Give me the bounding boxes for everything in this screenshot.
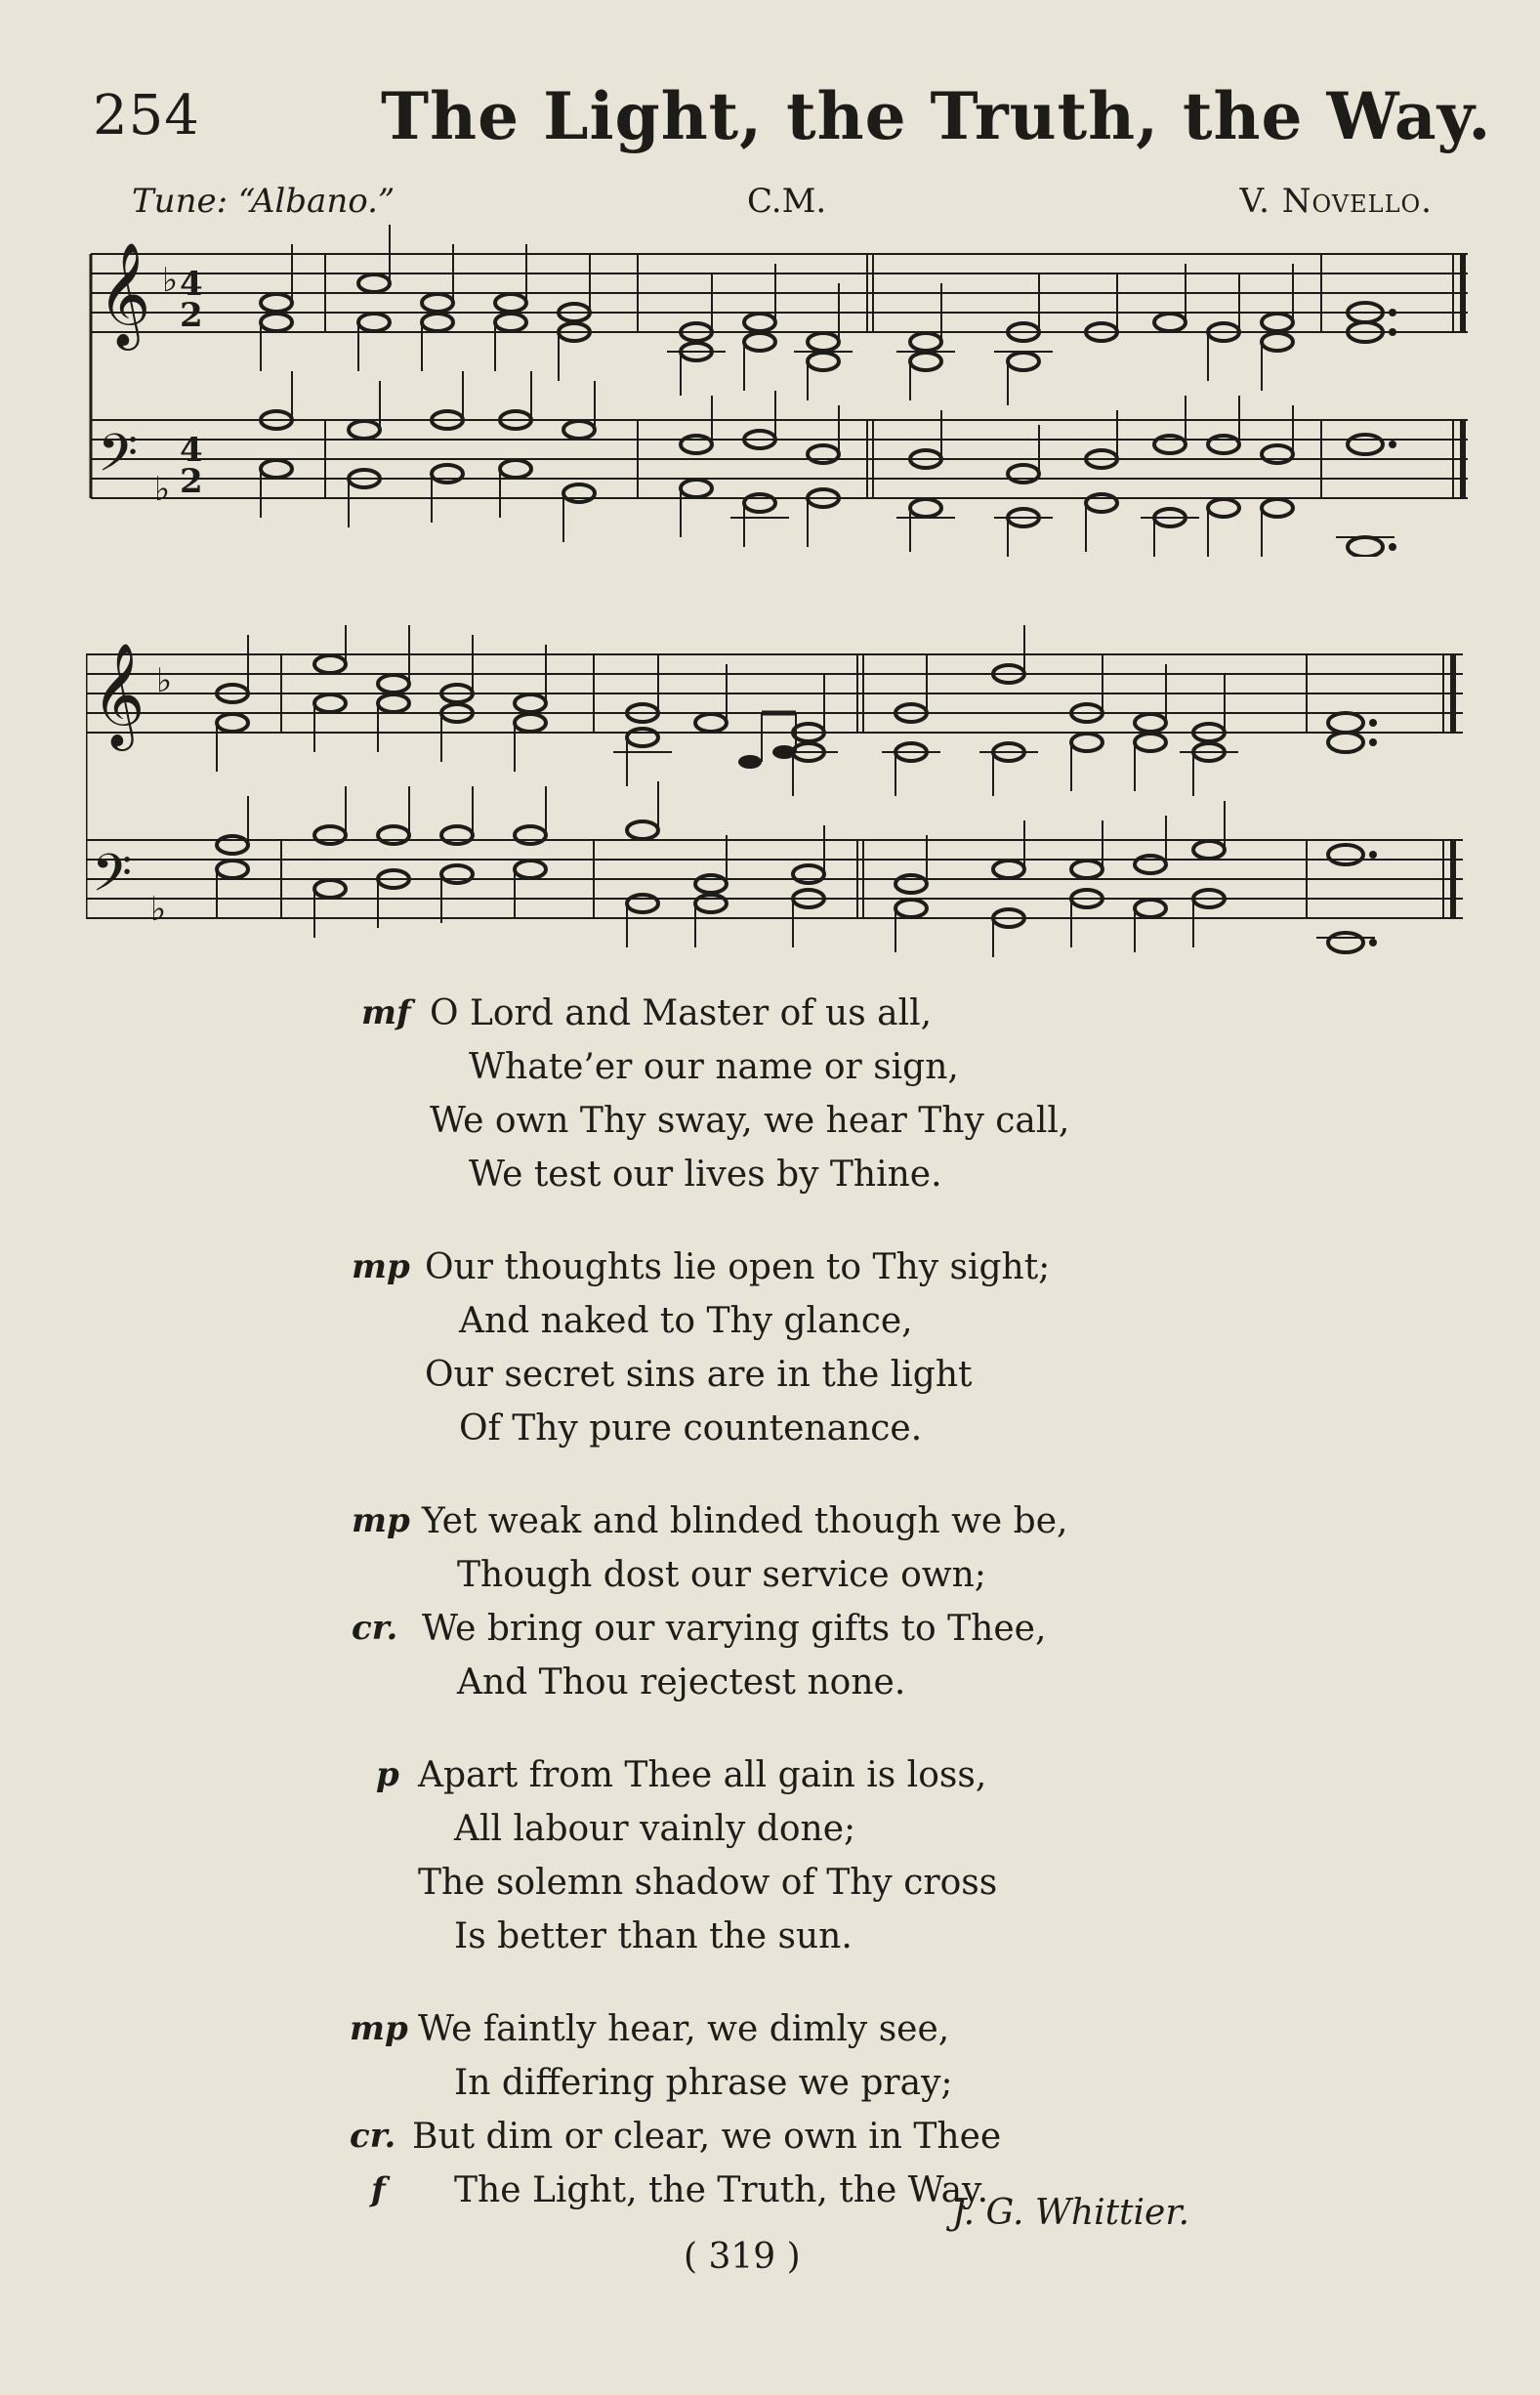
lyric-line: Yet weak and blinded though we be, xyxy=(422,1501,1068,1541)
svg-text:♭: ♭ xyxy=(154,470,171,509)
tune-name: Tune: “Albano.” xyxy=(132,182,395,221)
lyric-line: The solemn shadow of Thy cross xyxy=(418,1863,998,1903)
score-system-1 xyxy=(86,225,1473,557)
verse-line xyxy=(332,1094,1309,1148)
dynamic-marking: cr. xyxy=(350,2117,396,2156)
meter: C.M. xyxy=(747,182,827,221)
verse-line xyxy=(332,1802,1309,1856)
verse-line xyxy=(332,1548,1309,1602)
score-system-2 xyxy=(86,625,1473,957)
verse-line xyxy=(332,1748,1309,1802)
verse-line xyxy=(332,2056,1309,2110)
lyric-line: Whate’er our name or sign, xyxy=(469,1047,959,1087)
svg-text:𝄢: 𝄢 xyxy=(92,844,133,916)
lyric-line: The Light, the Truth, the Way. xyxy=(454,2170,989,2210)
verse-line xyxy=(332,1148,1309,1201)
dynamic-marking: mf xyxy=(361,993,411,1032)
verse-1 xyxy=(332,987,1309,1201)
page-number: ( 319 ) xyxy=(684,2237,801,2277)
lyric-line: Our secret sins are in the light xyxy=(425,1355,973,1395)
dynamic-marking: p xyxy=(376,1755,399,1794)
verse-line xyxy=(332,1294,1309,1348)
dynamic-marking: mp xyxy=(352,1501,410,1540)
verse-5 xyxy=(332,2002,1309,2217)
verse-line xyxy=(332,2002,1309,2056)
lyric-line: In differing phrase we pray; xyxy=(454,2063,953,2103)
svg-text:2: 2 xyxy=(180,462,203,501)
verse-line xyxy=(332,1602,1309,1656)
lyric-line: We test our lives by Thine. xyxy=(469,1155,942,1195)
svg-text:2: 2 xyxy=(180,296,203,335)
verse-3 xyxy=(332,1494,1309,1709)
lyric-line: Of Thy pure countenance. xyxy=(459,1408,923,1449)
svg-text:𝄞: 𝄞 xyxy=(92,642,146,746)
hymn-number: 254 xyxy=(93,84,200,147)
music-system-1 xyxy=(86,225,1473,557)
verse-line xyxy=(332,1910,1309,1963)
author-attribution: J. G. Whittier. xyxy=(952,2193,1190,2233)
hymn-verses xyxy=(332,987,1309,2256)
composer: V. Novello. xyxy=(1239,182,1433,221)
dynamic-marking: mp xyxy=(350,2009,408,2048)
lyric-line: And Thou rejectest none. xyxy=(457,1662,906,1702)
verse-line xyxy=(332,1040,1309,1094)
lyric-line: We own Thy sway, we hear Thy call, xyxy=(430,1101,1070,1141)
lyric-line: But dim or clear, we own in Thee xyxy=(412,2117,1002,2157)
hymn-title: The Light, the Truth, the Way. xyxy=(381,78,1492,154)
lyric-line: Our thoughts lie open to Thy sight; xyxy=(425,1247,1051,1287)
tune-info-row xyxy=(132,182,1433,231)
svg-text:4: 4 xyxy=(180,265,203,304)
lyric-line: Is better than the sun. xyxy=(454,1916,853,1956)
verse-2 xyxy=(332,1240,1309,1455)
verse-line xyxy=(332,2110,1309,2164)
verse-line xyxy=(332,1240,1309,1294)
dynamic-marking: f xyxy=(371,2170,386,2209)
svg-text:𝄞: 𝄞 xyxy=(98,241,151,346)
music-system-2 xyxy=(86,625,1473,957)
lyric-line: Though dost our service own; xyxy=(457,1555,986,1595)
svg-text:♭: ♭ xyxy=(162,261,179,300)
dynamic-marking: mp xyxy=(352,1247,410,1286)
lyric-line: O Lord and Master of us all, xyxy=(430,993,933,1033)
verse-line xyxy=(332,1494,1309,1548)
svg-text:♭: ♭ xyxy=(150,890,167,929)
verse-line xyxy=(332,1856,1309,1910)
lyric-line: All labour vainly done; xyxy=(454,1809,856,1849)
lyric-line: We faintly hear, we dimly see, xyxy=(418,2009,950,2049)
svg-text:♭: ♭ xyxy=(156,661,173,700)
dynamic-marking: cr. xyxy=(352,1609,398,1648)
lyric-line: We bring our varying gifts to Thee, xyxy=(422,1609,1047,1649)
svg-text:4: 4 xyxy=(180,431,203,470)
svg-text:𝄢: 𝄢 xyxy=(98,424,139,496)
lyric-line: And naked to Thy glance, xyxy=(459,1301,913,1341)
lyric-line: Apart from Thee all gain is loss, xyxy=(418,1755,987,1795)
verse-line xyxy=(332,987,1309,1040)
verse-4 xyxy=(332,1748,1309,1963)
verse-line xyxy=(332,1402,1309,1455)
verse-line xyxy=(332,1656,1309,1709)
verse-line xyxy=(332,1348,1309,1402)
